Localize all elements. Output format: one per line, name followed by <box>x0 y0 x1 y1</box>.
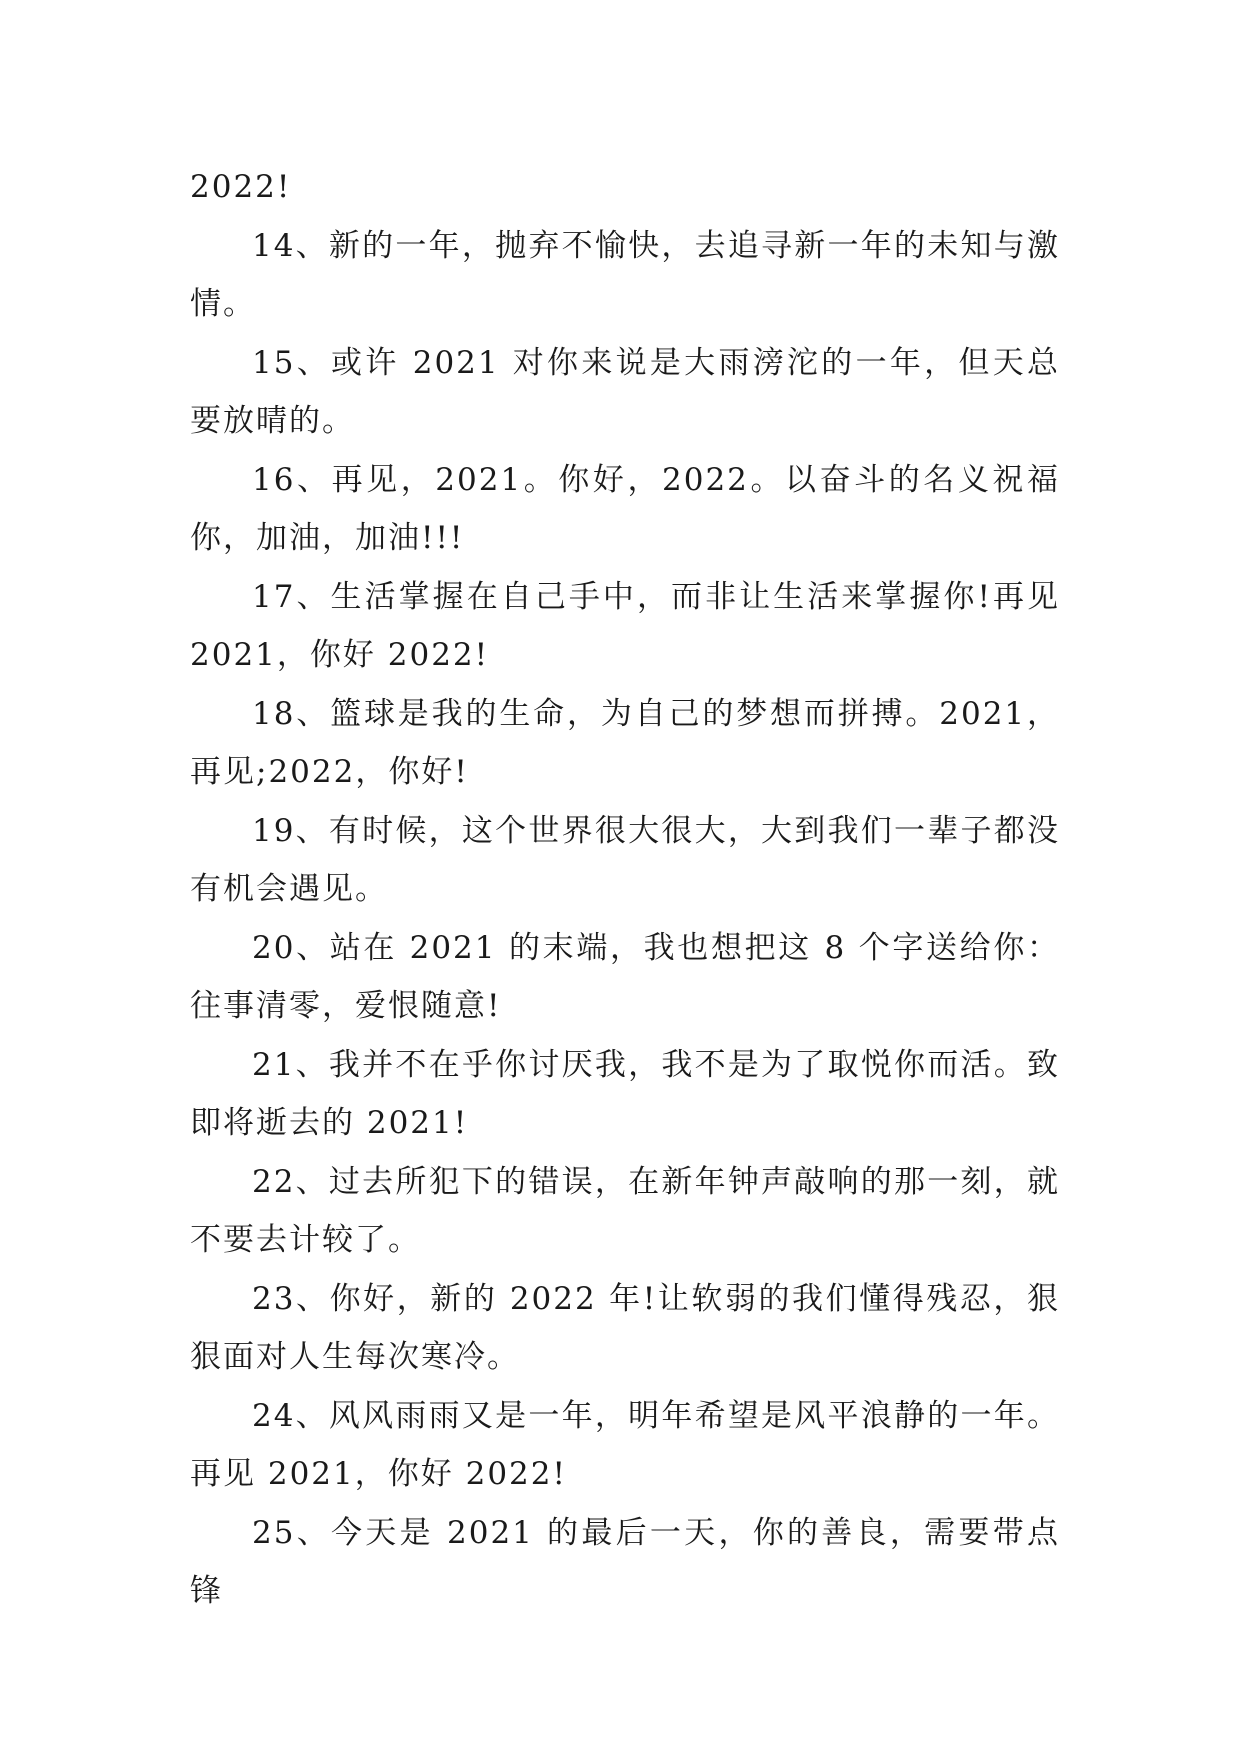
paragraph-item-17: 17、生活掌握在自己手中，而非让生活来掌握你!再见 2021，你好 2022! <box>190 578 1060 673</box>
body-text <box>190 158 1060 1621</box>
paragraph-item-22: 22、过去所犯下的错误，在新年钟声敲响的那一刻，就不要去计较了。 <box>190 1163 1060 1258</box>
paragraph-item-23: 23、你好，新的 2022 年!让软弱的我们懂得残忍，狠狠面对人生每次寒冷。 <box>190 1280 1060 1375</box>
paragraph-item-20: 20、站在 2021 的末端，我也想把这 8 个字送给你：往事清零，爱恨随意! <box>190 929 1060 1024</box>
paragraph-item-14: 14、新的一年，抛弃不愉快，去追寻新一年的未知与激情。 <box>190 227 1060 322</box>
paragraph-continuation: 2022! <box>190 169 292 205</box>
paragraph-item-25: 25、今天是 2021 的最后一天，你的善良，需要带点锋 <box>190 1514 1060 1609</box>
paragraph-item-15: 15、或许 2021 对你来说是大雨滂沱的一年，但天总要放晴的。 <box>190 344 1060 439</box>
paragraph-item-24: 24、风风雨雨又是一年，明年希望是风平浪静的一年。再见 2021，你好 2022! <box>190 1397 1060 1492</box>
paragraph-item-18: 18、篮球是我的生命，为自己的梦想而拼搏。2021，再见;2022，你好! <box>190 695 1060 790</box>
paragraph-item-19: 19、有时候，这个世界很大很大，大到我们一辈子都没有机会遇见。 <box>190 812 1060 907</box>
paragraph-item-16: 16、再见，2021。你好，2022。以奋斗的名义祝福你，加油，加油!!! <box>190 461 1060 556</box>
paragraph-item-21: 21、我并不在乎你讨厌我，我不是为了取悦你而活。致即将逝去的 2021! <box>190 1046 1060 1141</box>
